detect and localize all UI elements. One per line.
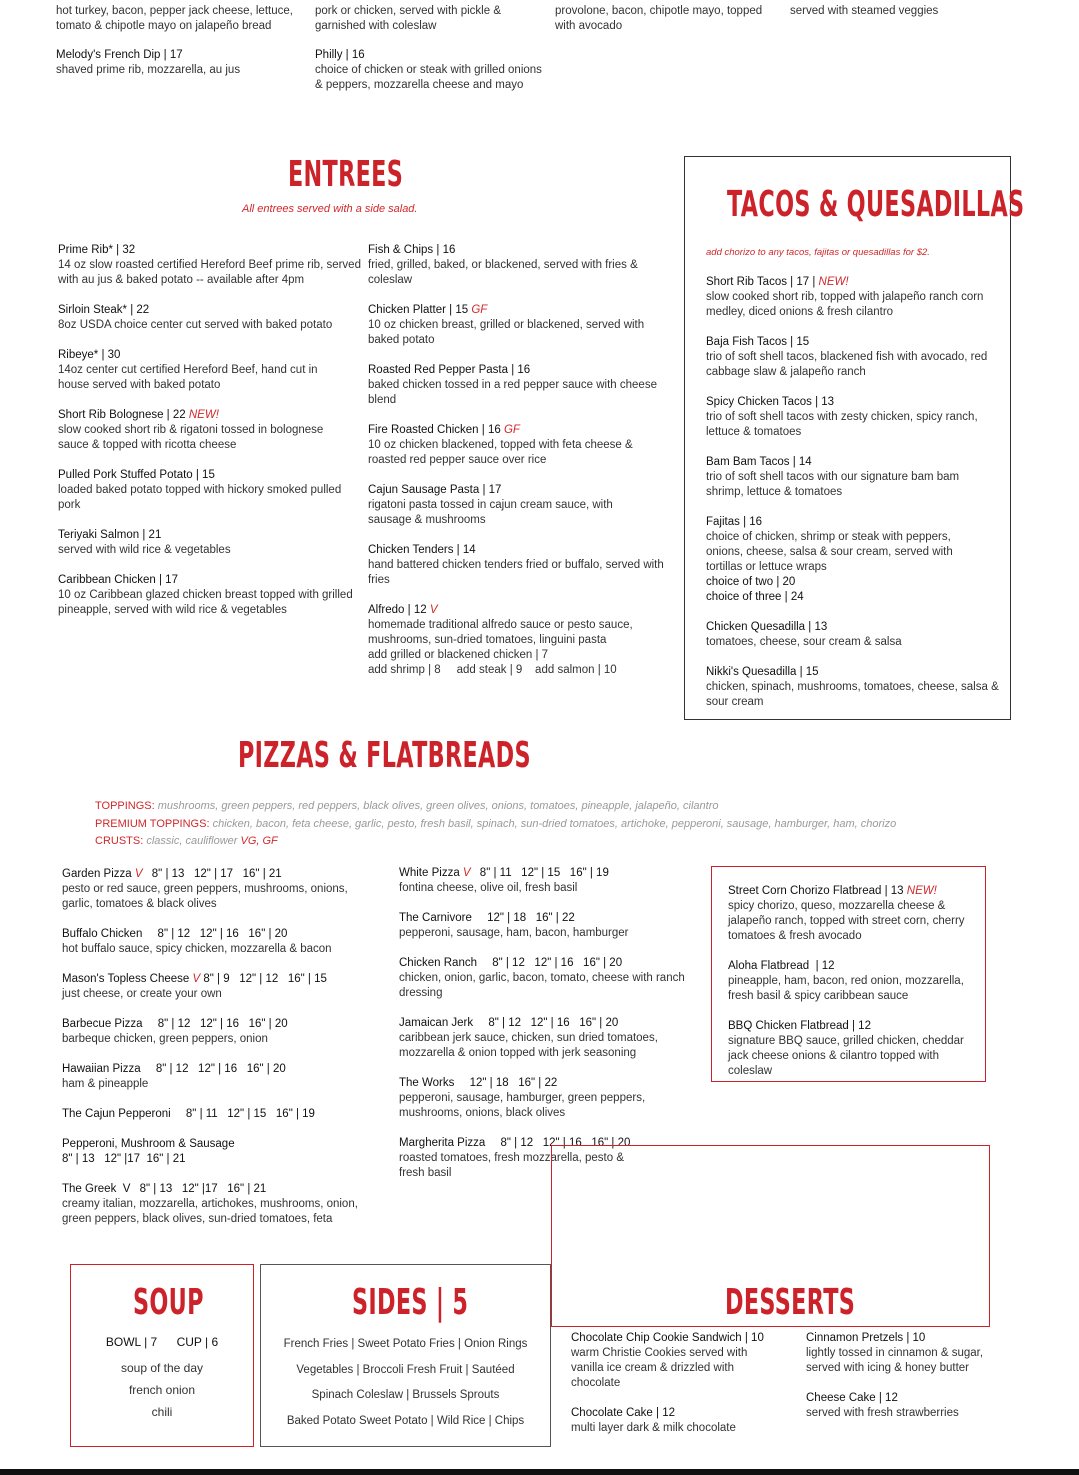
entrees-title: ENTREES	[288, 154, 404, 195]
menu-item: Hawaiian Pizza 8" | 12 12" | 16 16" | 20 ham & pineapple	[62, 1063, 286, 1090]
menu-item: Cheese Cake | 12 served with fresh strawberries	[806, 1392, 959, 1419]
menu-item: Fajitas | 16 choice of chicken, shrimp or steak with peppers, onions, cheese, salsa & sour cream, served with tortillas or lettuce wraps choice of two | 20 choice of three | 24	[706, 516, 953, 603]
list-item: soup of the day	[120, 1361, 204, 1375]
menu-item: Bam Bam Tacos | 14 trio of soft shell tacos with our signature bam bam shrimp, lettuce & tomatoes	[706, 456, 960, 498]
menu-item: Cinnamon Pretzels | 10 lightly tossed in cinnamon & sugar, served with icing & honey butter	[806, 1332, 984, 1374]
list-item: chili	[151, 1405, 173, 1419]
menu-item: Buffalo Chicken 8" | 12 12" | 16 16" | 20 hot buffalo sauce, spicy chicken, mozzarella & bacon	[62, 928, 332, 955]
menu-item: Margherita Pizza 8" | 12 12" | 16 16" | 20 roasted tomatoes, fresh mozzarella, pesto & fresh basil	[399, 1137, 631, 1179]
menu-item: Short Rib Tacos | 17 | NEW! slow cooked short rib, topped with jalapeño ranch corn medley, diced onions & fresh cilantro	[706, 276, 984, 318]
tacos-note: add chorizo to any tacos, fajitas or quesadillas for $2.	[706, 247, 930, 258]
list-item: Vegetables | Broccoli Fresh Fruit | Sautéed	[296, 1363, 515, 1376]
premium-toppings-line: PREMIUM TOPPINGS: chicken, bacon, feta cheese, garlic, pesto, fresh basil, spinach, sun-dried tomatoes, artichoke, pepperoni, sausage, hamburger, ham, chorizo	[95, 818, 897, 830]
menu-item: The Works 12" | 18 16" | 22 pepperoni, sausage, hamburger, green peppers, mushrooms, onions, black olives	[399, 1077, 646, 1119]
vg-gf-badge: VG, GF	[240, 835, 278, 847]
menu-item-french-dip: Melody's French Dip | 17 shaved prime rib, mozzarella, au jus	[56, 49, 241, 76]
menu-item: Garden Pizza V 8" | 13 12" | 17 16" | 21 pesto or red sauce, green peppers, mushrooms, onions, garlic, tomatoes & black olives	[62, 868, 348, 910]
menu-item: Chocolate Chip Cookie Sandwich | 10 warm Christie Cookies served with vanilla ice cream & drizzled with chocolate	[571, 1332, 764, 1389]
menu-item: Mason's Topless Cheese V 8" | 9 12" | 12 16" | 15 just cheese, or create your own	[62, 973, 327, 1000]
menu-item: Nikki's Quesadilla | 15 chicken, spinach, mushrooms, tomatoes, cheese, salsa & sour cream	[706, 666, 999, 708]
top-col4-desc: served with steamed veggies	[790, 5, 939, 17]
menu-item: Ribeye* | 30 14oz center cut certified Hereford Beef, hand cut in house served with baked potato	[58, 349, 318, 391]
menu-item: The Cajun Pepperoni 8" | 11 12" | 15 16" | 19	[62, 1108, 315, 1120]
menu-item: Fish & Chips | 16 fried, grilled, baked, or blackened, served with fries & coleslaw	[368, 244, 638, 286]
new-badge: NEW!	[818, 276, 849, 288]
toppings-line: TOPPINGS: mushrooms, green peppers, red peppers, black olives, green olives, onions, tomatoes, pineapple, jalapeño, cilantro	[95, 800, 719, 812]
pizzas-title: PIZZAS & FLATBREADS	[238, 735, 531, 776]
top-col2-desc: pork or chicken, served with pickle & garnished with coleslaw	[315, 5, 501, 32]
menu-item: Chicken Quesadilla | 13 tomatoes, cheese, sour cream & salsa	[706, 621, 902, 648]
desserts-title: DESSERTS	[725, 1282, 856, 1323]
new-badge: NEW!	[188, 409, 219, 421]
menu-item: Pulled Pork Stuffed Potato | 15 loaded baked potato topped with hickory smoked pulled pork	[58, 469, 342, 511]
crusts-line: CRUSTS: classic, cauliflower VG, GF	[95, 835, 278, 847]
list-item: Spinach Coleslaw | Brussels Sprouts	[311, 1389, 500, 1401]
menu-item: Aloha Flatbread | 12 pineapple, ham, bacon, red onion, mozzarella, fresh basil & spicy caribbean sauce	[728, 960, 964, 1002]
tacos-title: TACOS & QUESADILLAS	[727, 184, 1025, 225]
menu-item: Cajun Sausage Pasta | 17 rigatoni pasta tossed in cajun cream sauce, with sausage & mushrooms	[368, 484, 613, 526]
menu-item: BBQ Chicken Flatbread | 12 signature BBQ sauce, grilled chicken, cheddar jack cheese onions & cilantro topped with coleslaw	[728, 1020, 964, 1077]
menu-item: Chicken Ranch 8" | 12 12" | 16 16" | 20 chicken, onion, garlic, bacon, tomato, cheese with ranch dressing	[399, 957, 685, 999]
menu-item: Spicy Chicken Tacos | 13 trio of soft shell tacos with zesty chicken, spicy ranch, lettuce & tomatoes	[706, 396, 978, 438]
list-item: Baked Potato Sweet Potato | Wild Rice | Chips	[286, 1414, 525, 1427]
top-col1-desc: hot turkey, bacon, pepper jack cheese, lettuce, tomato & chipotle mayo on jalapeño bread	[56, 5, 293, 32]
menu-item-philly: Philly | 16 choice of chicken or steak with grilled onions & peppers, mozzarella cheese and mayo	[315, 49, 542, 91]
menu-item: Alfredo | 12 V homemade traditional alfredo sauce or pesto sauce, mushrooms, sun-dried tomatoes, linguini pasta add grilled or blackened chicken | 7 add shrimp | 8 add steak | 9 add salmon | 10	[368, 604, 633, 676]
vegetarian-badge: V	[462, 867, 471, 879]
menu-item: The Greek V 8" | 13 12" |17 16" | 21 creamy italian, mozzarella, artichokes, mushrooms, onion, green peppers, black olives, sun-dried tomatoes, feta	[62, 1183, 358, 1225]
menu-item: White Pizza V 8" | 11 12" | 15 16" | 19 fontina cheese, olive oil, fresh basil	[399, 867, 609, 894]
gf-badge: GF	[503, 424, 520, 436]
list-item: French Fries | Sweet Potato Fries | Onion Rings	[283, 1338, 528, 1350]
top-col3-desc: provolone, bacon, chipotle mayo, topped with avocado	[555, 5, 763, 32]
menu-item: Chocolate Cake | 12 multi layer dark & milk chocolate	[571, 1407, 736, 1434]
vegetarian-badge: V	[429, 604, 438, 616]
menu-item: Roasted Red Pepper Pasta | 16 baked chicken tossed in a red pepper sauce with cheese blend	[368, 364, 657, 406]
menu-item: Jamaican Jerk 8" | 12 12" | 16 16" | 20 caribbean jerk sauce, chicken, sun dried tomatoes, mozzarella & onion topped with jerk seasoning	[399, 1017, 658, 1059]
new-badge: NEW!	[906, 885, 937, 897]
menu-item: Chicken Tenders | 14 hand battered chicken tenders fried or buffalo, served with fries	[368, 544, 664, 586]
menu-item: Caribbean Chicken | 17 10 oz Caribbean glazed chicken breast topped with grilled pineapple, served with wild rice & vegetables	[58, 574, 353, 616]
menu-item: Short Rib Bolognese | 22 NEW! slow cooked short rib & rigatoni tossed in bolognese sauce & topped with ricotta cheese	[58, 409, 324, 451]
bottom-border	[0, 1469, 1079, 1475]
soup-list	[70, 1357, 254, 1423]
menu-item: The Carnivore 12" | 18 16" | 22 pepperoni, sausage, ham, bacon, hamburger	[399, 912, 629, 939]
menu-item: Barbecue Pizza 8" | 12 12" | 16 16" | 20 barbeque chicken, green peppers, onion	[62, 1018, 288, 1045]
menu-item: Street Corn Chorizo Flatbread | 13 NEW! spicy chorizo, queso, mozzarella cheese & jalapeño ranch, topped with street corn, cherry tomatoes & fresh avocado	[728, 885, 965, 942]
sides-title: SIDES | 5	[352, 1282, 469, 1323]
vegetarian-badge: V	[192, 973, 201, 985]
menu-item: Chicken Platter | 15 GF 10 oz chicken breast, grilled or blackened, served with baked potato	[368, 304, 645, 346]
gf-badge: GF	[471, 304, 488, 316]
menu-item: Teriyaki Salmon | 21 served with wild rice & vegetables	[58, 529, 231, 556]
menu-item: Baja Fish Tacos | 15 trio of soft shell tacos, blackened fish with avocado, red cabbage slaw & jalapeño ranch	[706, 336, 988, 378]
menu-item: Prime Rib* | 32 14 oz slow roasted certified Hereford Beef prime rib, served with au jus & baked potato -- available after 4pm	[58, 244, 361, 286]
vegetarian-badge: V	[134, 868, 143, 880]
sides-list	[260, 1332, 551, 1434]
list-item: french onion	[128, 1383, 196, 1397]
menu-item: Pepperoni, Mushroom & Sausage 8" | 13 12" |17 16" | 21	[62, 1138, 235, 1165]
soup-prices: BOWL | 7 CUP | 6	[105, 1335, 219, 1349]
menu-item: Fire Roasted Chicken | 16 GF 10 oz chicken blackened, topped with feta cheese & roasted red pepper sauce over rice	[368, 424, 633, 466]
soup-title: SOUP	[133, 1282, 204, 1323]
menu-item: Sirloin Steak* | 22 8oz USDA choice center cut served with baked potato	[58, 304, 333, 331]
entrees-subtitle: All entrees served with a side salad.	[242, 203, 418, 215]
